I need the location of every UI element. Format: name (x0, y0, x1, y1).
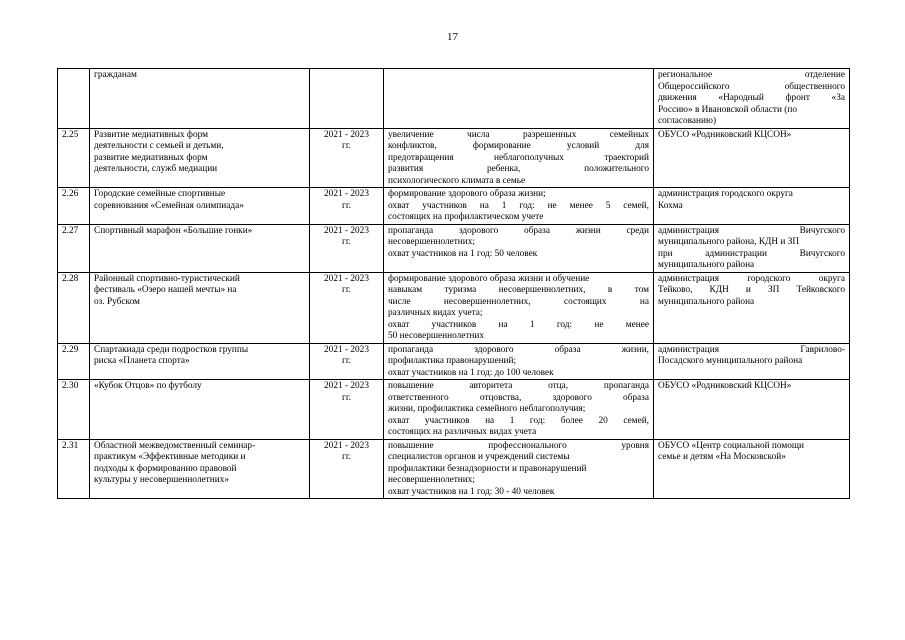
cell-line: 2021 - 2023 (324, 225, 369, 236)
cell-line: охват участников на 1 год: до 100 человек (388, 367, 554, 378)
table-row (58, 128, 850, 188)
responsible-party (654, 272, 850, 343)
row-number: 2.27 (58, 224, 90, 272)
event-term (310, 272, 384, 343)
expected-result (384, 69, 654, 129)
cell-line: охват участников на 1 год: не менее (388, 319, 649, 330)
cell-line: гг. (342, 285, 351, 295)
cell-line: 2021 - 2023 (324, 344, 369, 355)
row-number: 2.29 (58, 343, 90, 380)
cell-line: 2021 - 2023 (324, 273, 369, 284)
cell-line: несовершеннолетних; (388, 475, 475, 485)
responsible-party (654, 224, 850, 272)
cell-line: психологического климата в семье (388, 175, 526, 186)
cell-line: Тейково, КДН и ЗП Тейковского (658, 285, 845, 295)
cell-line: гг. (342, 356, 351, 366)
cell-line: администрация городского округа (658, 189, 793, 199)
cell-line: Районный спортивно-туристический (94, 273, 240, 284)
expected-result (384, 380, 654, 440)
cell-line: 2021 - 2023 (324, 129, 369, 140)
cell-line: гг. (342, 141, 351, 151)
cell-line: жизни, профилактика семейного неблагополучия; (388, 404, 586, 414)
cell-line: гг. (342, 452, 351, 462)
cell-line: ОБУСО «Родниковский КЦСОН» (658, 381, 792, 391)
cell-line: администрация Гаврилово- (658, 344, 845, 355)
cell-line: навыкам туризма несовершеннолетних, в том (388, 285, 649, 295)
event-title (90, 69, 310, 129)
responsible-party (654, 128, 850, 188)
expected-result (384, 128, 654, 188)
responsible-party (654, 188, 850, 225)
cell-line: соревнования «Семейная олимпиада» (94, 200, 244, 211)
cell-line: Развитие медиативных форм (94, 129, 208, 140)
cell-line: риска «Планета спорта» (94, 356, 190, 366)
cell-line: муниципального района (658, 260, 755, 270)
table-row (58, 272, 850, 343)
cell-line: Россию» в Ивановской области (по (658, 104, 797, 115)
event-title (90, 380, 310, 440)
cell-line: фестиваль «Озеро нашей мечты» на (94, 285, 237, 295)
cell-line: муниципального района (658, 296, 755, 307)
cell-line: конфликтов, формирование условий для (388, 141, 649, 151)
cell-line: охват участников на 1 год: 50 человек (388, 248, 538, 259)
event-title (90, 128, 310, 188)
expected-result (384, 188, 654, 225)
event-title (90, 188, 310, 225)
responsible-party (654, 343, 850, 380)
cell-line: охват участников на 1 год: более 20 семей, (388, 415, 649, 426)
cell-line: при администрации Вичугского (658, 248, 845, 259)
cell-line: пропаганда здорового образа жизни среди (388, 225, 649, 236)
cell-line: подходы к формированию правовой (94, 463, 237, 474)
cell-line: 2021 - 2023 (324, 381, 369, 391)
responsible-party (654, 439, 850, 499)
cell-line: 2021 - 2023 (324, 189, 369, 199)
cell-line: охват участников на 1 год: не менее 5 семей, (388, 200, 649, 211)
cell-line: увеличение числа разрешенных семейных (388, 129, 649, 140)
event-term (310, 380, 384, 440)
table-row (58, 380, 850, 440)
cell-line: пропаганда здорового образа жизни, (388, 344, 649, 355)
event-title (90, 272, 310, 343)
cell-line: культуры у несовершеннолетних» (94, 475, 229, 485)
table-row (58, 188, 850, 225)
cell-line: муниципального района, КДН и ЗП (658, 237, 800, 247)
cell-line: администрация Вичугского (658, 225, 845, 236)
row-number: 2.28 (58, 272, 90, 343)
cell-line: формирование здорового образа жизни; (388, 189, 546, 199)
row-number (58, 69, 90, 129)
cell-line: Спортивный марафон «Большие гонки» (94, 225, 253, 236)
cell-line: ОБУСО «Родниковский КЦСОН» (658, 129, 792, 140)
cell-line: профилактики безнадзорности и правонарушений (388, 463, 587, 474)
cell-line: несовершеннолетних; (388, 237, 475, 247)
cell-line: повышение профессионального уровня (388, 440, 649, 451)
cell-line: состоящих на различных видах учета (388, 427, 537, 437)
expected-result (384, 439, 654, 499)
cell-line: Кохма (658, 200, 683, 211)
cell-line: деятельности, служб медиации (94, 164, 218, 174)
cell-line: формирование здорового образа жизни и обучение (388, 273, 590, 284)
responsible-party (654, 69, 850, 129)
cell-line: Общероссийского общественного (658, 81, 845, 92)
cell-line: 50 несовершеннолетних (388, 331, 485, 341)
row-number: 2.26 (58, 188, 90, 225)
row-number: 2.25 (58, 128, 90, 188)
cell-line: Городские семейные спортивные (94, 189, 226, 199)
cell-line: гг. (342, 237, 351, 247)
event-title (90, 343, 310, 380)
cell-line: развитие медиативных форм (94, 152, 208, 163)
cell-line: оз. Рубском (94, 296, 140, 307)
event-term (310, 439, 384, 499)
table-row (58, 224, 850, 272)
cell-line: гражданам (94, 70, 137, 80)
row-number: 2.31 (58, 439, 90, 499)
event-title (90, 224, 310, 272)
cell-line: «Кубок Отцов» по футболу (94, 381, 202, 391)
cell-line: региональное отделение (658, 70, 845, 80)
responsible-party (654, 380, 850, 440)
cell-line: охват участников на 1 год: 30 - 40 человек (388, 486, 555, 497)
cell-line: состоящих на профилактическом учете (388, 212, 544, 222)
expected-result (384, 224, 654, 272)
cell-line: повышение авторитета отца, пропаганда (388, 381, 649, 391)
event-term (310, 128, 384, 188)
cell-line: развития ребенка, положительного (388, 164, 649, 174)
cell-line: гг. (342, 392, 351, 403)
cell-line: администрация городского округа (658, 273, 845, 284)
page-number: 17 (447, 31, 458, 43)
event-term (310, 188, 384, 225)
table-row (58, 343, 850, 380)
cell-line: предотвращения неблагополучных траекторий (388, 152, 649, 163)
cell-line: движения «Народный фронт «За (658, 93, 845, 103)
event-term (310, 343, 384, 380)
cell-line: Посадского муниципального района (658, 356, 803, 366)
cell-line: деятельности с семьей и детьми, (94, 141, 224, 151)
cell-line: 2021 - 2023 (324, 440, 369, 451)
event-title (90, 439, 310, 499)
cell-line: ответственного отцовства, здорового образа (388, 392, 649, 403)
cell-line: специалистов органов и учреждений системы (388, 452, 570, 462)
event-term (310, 69, 384, 129)
expected-result (384, 343, 654, 380)
measures-table (57, 68, 850, 499)
table-row (58, 69, 850, 129)
cell-line: числе несовершеннолетних, состоящих на (388, 296, 649, 307)
cell-line: различных видах учета; (388, 308, 483, 318)
cell-line: практикум «Эффективные методики и (94, 452, 246, 462)
cell-line: семье и детям «На Московской» (658, 452, 786, 462)
expected-result (384, 272, 654, 343)
cell-line: Спартакиада среди подростков группы (94, 344, 249, 355)
cell-line: Областной межведомственный семинар- (94, 440, 256, 451)
cell-line: ОБУСО «Центр социальной помощи (658, 440, 805, 451)
event-term (310, 224, 384, 272)
cell-line: согласованию) (658, 116, 717, 126)
table-row (58, 439, 850, 499)
cell-line: профилактика правонарушений; (388, 356, 517, 366)
cell-line: гг. (342, 200, 351, 211)
row-number: 2.30 (58, 380, 90, 440)
